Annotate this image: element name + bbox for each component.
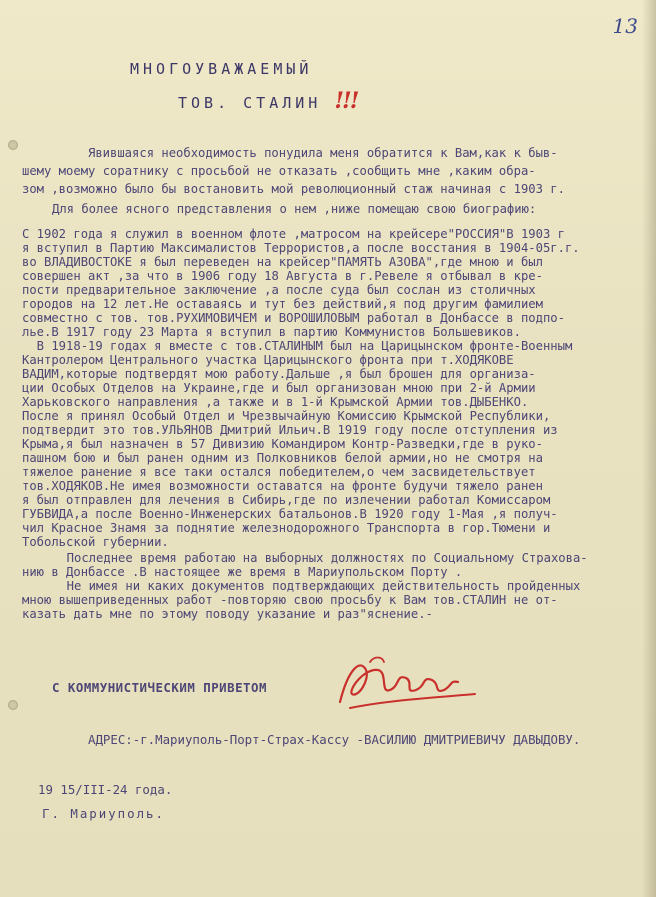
body-line: шему моему соратнику с просьбой не отказать ,сообщить мне ,каким обра-	[22, 164, 536, 178]
body-line: мною вышеприведенных работ -повторяю свою просьбу к Вам тов.СТАЛИН не от-	[22, 593, 558, 607]
body-line: во ВЛАДИВОСТОКЕ я был переведен на крейсер"ПАМЯТЬ АЗОВА",где мною и был	[22, 255, 543, 269]
body-line: нию в Донбассе .В настоящее же время в Мариупольском Порту .	[22, 565, 463, 579]
page-number: 13	[612, 14, 638, 38]
body-line: городов на 12 лет.Не оставаясь и тут без действий,я под другим фамилием	[22, 297, 543, 311]
body-line: В 1918-19 годах я вместе с тов.СТАЛИНЫМ был на Царицынском фронте-Военным	[22, 339, 573, 353]
body-line: ВАДИМ,которые подтвердят мою работу.Дальше ,я был брошен для организа-	[22, 367, 536, 381]
body-line: совместно с тов. тов.РУХИМОВИЧЕМ и ВОРОШИЛОВЫМ работал в Донбассе в подпо-	[22, 311, 565, 325]
body-line: подтвердит это тов.УЛЬЯНОВ Дмитрий Ильич.В 1919 году после отступления из	[22, 423, 558, 437]
salutation-line-1: МНОГОУВАЖАЕМЫЙ	[130, 60, 313, 78]
body-line: Тобольской губернии.	[22, 535, 169, 549]
body-line: Крыма,я был назначен в 57 Дивизию Командиром Контр-Разведки,где в руко-	[22, 437, 543, 451]
binding-hole	[8, 140, 18, 150]
salutation-line-2	[178, 88, 357, 114]
body-line: тяжелое ранение я все таки остался победителем,о чем засвидетельствует	[22, 465, 536, 479]
page-edge-shadow	[642, 0, 656, 897]
body-line: Последнее время работаю на выборных должностях по Социальному Страхова-	[52, 551, 588, 565]
body-line: Явившаяся необходимость понудила меня обратится к Вам,как к быв-	[88, 146, 558, 160]
body-line: зом ,возможно было бы востановить мой революционный стаж начиная с 1903 г.	[22, 182, 565, 196]
body-line: Кантролером Центрального участка Царицынского фронта при т.ХОДЯКОВЕ	[22, 353, 514, 367]
body-line: казать дать мне по этому поводу указание и раз"яснение.-	[22, 607, 433, 621]
body-line: Харьковского направления ,а также и в 1-й Крымской Армии тов.ДЫБЕНКО.	[22, 395, 529, 409]
body-line: Для более ясного представления о нем ,ниже помещаю свою биографию:	[52, 202, 537, 216]
body-line: пашном бою и был ранен одним из Полковников белой армии,но не смотря на	[22, 451, 543, 465]
body-line: совершен акт ,за что в 1906 году 18 Августа в г.Ревеле я отбывал в кре-	[22, 269, 543, 283]
body-line: С 1902 года я служил в военном флоте ,матросом на крейсере"РОССИЯ"В 1903 г	[22, 227, 565, 241]
body-line: ции Особых Отделов на Украине,где и был организован мною при 2-й Армии	[22, 381, 536, 395]
body-line: пости предварительное заключение ,а после суда был сослан из столичных	[22, 283, 536, 297]
body-line: лье.В 1917 году 23 Марта я вступил в партию Коммунистов Большевиков.	[22, 325, 521, 339]
body-line: чил Красное Знамя за поднятие железнодорожного Транспорта в гор.Тюмени и	[22, 521, 551, 535]
salutation-name: ТОВ. СТАЛИН	[178, 94, 322, 112]
body-line: я был отправлен для лечения в Сибирь,где по излечении работал Комиссаром	[22, 493, 551, 507]
body-line: тов.ХОДЯКОВ.Не имея возможности оставатся на фронте будучи тяжело ранен	[22, 479, 543, 493]
body-line: я вступил в Партию Максималистов Террористов,а после восстания в 1904-05г.г.	[22, 241, 580, 255]
body-line: ГУБВИДА,а после Военно-Инженерских батальонов.В 1920 году 1-Мая ,я получ-	[22, 507, 558, 521]
date-line: 19 15/III-24 года.	[38, 782, 173, 797]
body-line: После я принял Особый Отдел и Чрезвычайную Комиссию Крымской Республики,	[22, 409, 551, 423]
closing-line: С КОММУНИСТИЧЕСКИМ ПРИВЕТОМ	[52, 680, 267, 695]
binding-hole	[8, 700, 18, 710]
place-line: Г. Мариуполь.	[42, 806, 165, 821]
body-line: Не имея ни каких документов подтверждающих действительность пройденных	[52, 579, 581, 593]
handwritten-signature	[330, 650, 480, 720]
address-line: АДРЕС:-г.Мариуполь-Порт-Страх-Кассу -ВАСИЛИЮ ДМИТРИЕВИЧУ ДАВЫДОВУ.	[88, 732, 581, 747]
red-exclamation-marks: !!!	[334, 88, 358, 114]
